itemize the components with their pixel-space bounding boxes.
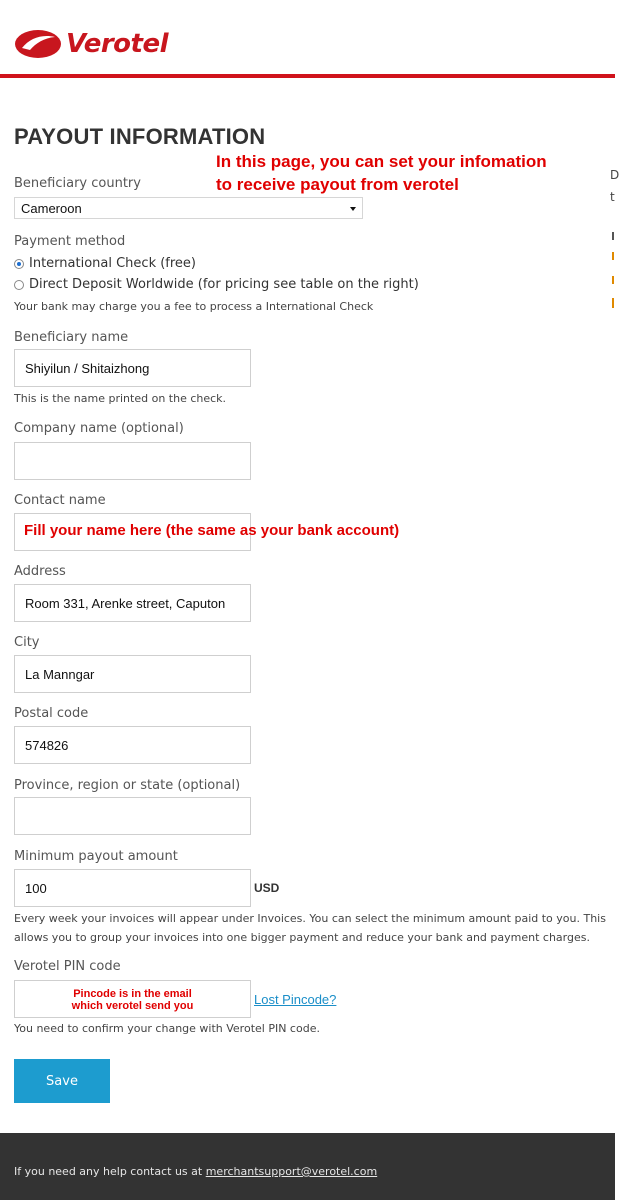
annotation-pincode: Pincode is in the email which verotel send you [71,988,194,1012]
annotation-intro: In this page, you can set your infomation to receive payout from verotel [216,152,547,194]
beneficiary-country-value: Cameroon [21,201,82,216]
province-label: Province, region or state (optional) [14,778,241,793]
lost-pincode-link[interactable]: Lost Pincode? [254,992,337,1007]
footer-help-text: If you need any help contact us at merchantsupport@verotel.com [14,1165,378,1178]
minimum-payout-label: Minimum payout amount [14,849,178,864]
right-column-text: t [610,190,615,204]
currency-label: USD [254,881,280,895]
minimum-payout-help-line1: Every week your invoices will appear under Invoices. You can select the minimum amount paid to you. This [14,912,606,925]
minimum-payout-help-line2: allows you to group your invoices into one bigger payment and reduce your bank and payment charges. [14,931,590,944]
minimum-payout-input[interactable]: 100 [14,869,251,907]
beneficiary-name-help: This is the name printed on the check. [14,392,227,405]
page-title: PAYOUT INFORMATION [14,124,266,149]
footer [0,1133,615,1200]
contact-name-label: Contact name [14,493,106,508]
company-name-label: Company name (optional) [14,421,184,436]
beneficiary-country-label: Beneficiary country [14,176,141,191]
payment-method-help: Your bank may charge you a fee to process a International Check [14,300,374,313]
city-input[interactable]: La Manngar [14,655,251,693]
city-label: City [14,635,40,650]
verotel-swoosh-icon [14,28,62,60]
brand-name: Verotel [66,29,169,59]
right-column-text: D [610,168,619,182]
right-column-mark [612,232,614,240]
address-label: Address [14,564,66,579]
payment-option-direct-deposit[interactable]: Direct Deposit Worldwide (for pricing see table on the right) [14,277,419,292]
annotation-contact: Fill your name here (the same as your bank account) [24,522,400,539]
beneficiary-country-select[interactable] [14,197,363,219]
postal-code-input[interactable]: 574826 [14,726,251,764]
chevron-down-icon [350,207,356,211]
support-email-link[interactable]: merchantsupport@verotel.com [205,1165,378,1178]
address-input[interactable]: Room 331, Arenke street, Caputon [14,584,251,622]
beneficiary-name-label: Beneficiary name [14,330,129,345]
radio-unchecked-icon[interactable] [14,280,24,290]
pin-code-help: You need to confirm your change with Verotel PIN code. [14,1022,320,1035]
header-divider [0,74,615,78]
province-input[interactable] [14,797,251,835]
beneficiary-name-input[interactable]: Shiyilun / Shitaizhong [14,349,251,387]
postal-code-label: Postal code [14,706,89,721]
payment-method-label: Payment method [14,234,126,249]
company-name-input[interactable] [14,442,251,480]
right-column-mark [612,276,614,284]
right-column-mark [612,298,614,308]
right-column-mark [612,252,614,260]
radio-checked-icon[interactable] [14,259,24,269]
header [0,0,615,74]
verotel-logo[interactable] [14,28,168,60]
payment-option-international-check[interactable]: International Check (free) [14,256,196,271]
pin-code-label: Verotel PIN code [14,959,121,974]
save-button[interactable]: Save [14,1059,110,1103]
